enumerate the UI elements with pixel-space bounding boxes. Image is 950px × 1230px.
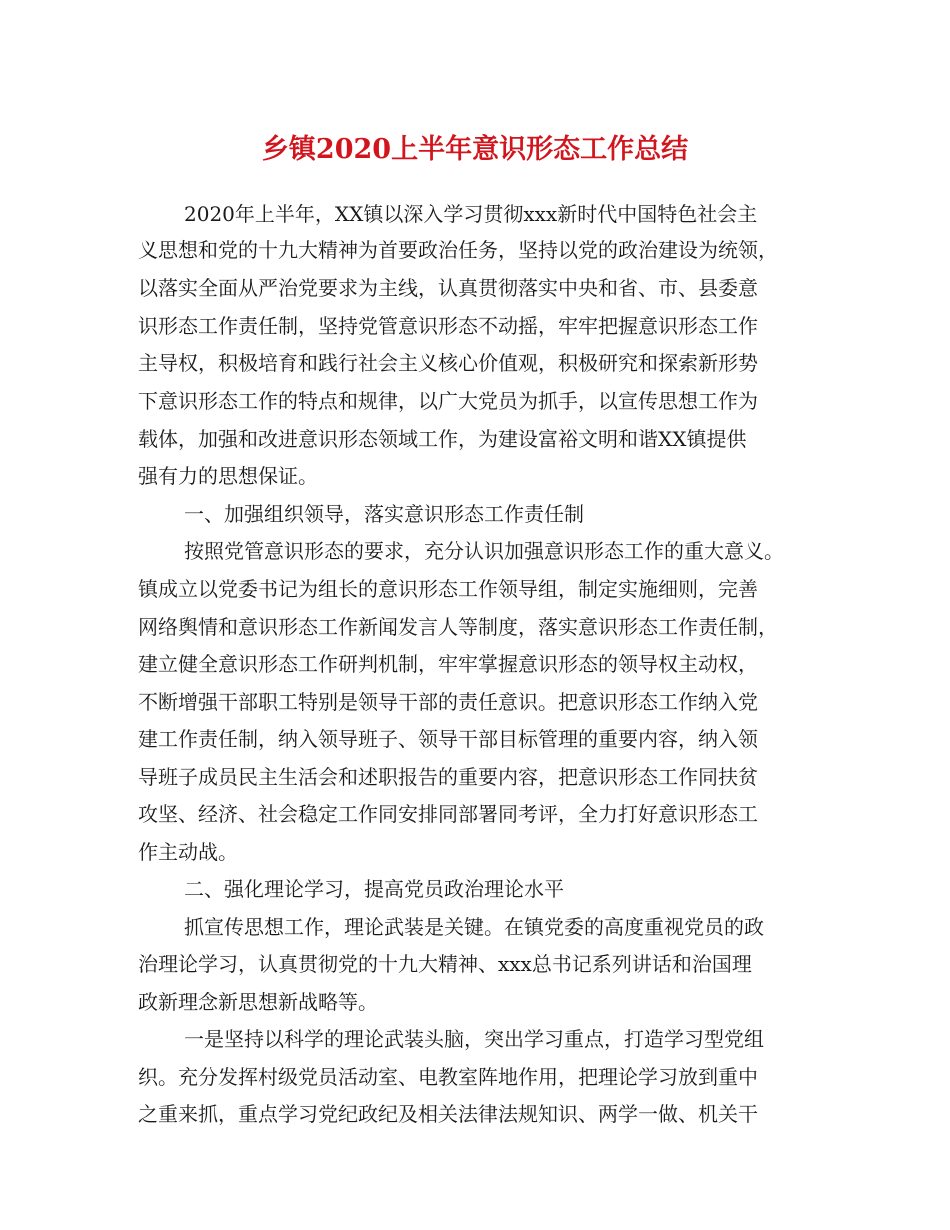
body-line: 网络舆情和意识形态工作新闻发言人等制度，落实意识形态工作责任制， [138, 615, 778, 639]
body-line: 之重来抓，重点学习党纪政纪及相关法律法规知识、两学一做、机关干 [138, 1102, 758, 1126]
body-line: 建立健全意识形态工作研判机制，牢牢掌握意识形态的领导权主动权， [138, 652, 758, 676]
body-line: 不断增强干部职工特别是领导干部的责任意识。把意识形态工作纳入党 [138, 690, 758, 714]
body-line: 强有力的思想保证。 [138, 464, 318, 488]
body-line: 镇成立以党委书记为组长的意识形态工作领导组，制定实施细则，完善 [138, 577, 758, 601]
section-heading: 一、加强组织领导，落实意识形态工作责任制 [184, 502, 584, 526]
body-line: 按照党管意识形态的要求，充分认识加强意识形态工作的重大意义。 [184, 539, 784, 563]
body-line: 以落实全面从严治党要求为主线，认真贯彻落实中央和省、市、县委意 [138, 276, 758, 300]
body-line: 主导权，积极培育和践行社会主义核心价值观，积极研究和探索新形势 [138, 351, 758, 375]
body-line: 一是坚持以科学的理论武装头脑，突出学习重点，打造学习型党组 [184, 1027, 764, 1051]
body-line: 识形态工作责任制，坚持党管意识形态不动摇，牢牢把握意识形态工作 [138, 314, 758, 338]
body-line: 织。充分发挥村级党员活动室、电教室阵地作用，把理论学习放到重中 [138, 1065, 758, 1089]
document-title: 乡镇2020上半年意识形态工作总结 [261, 134, 689, 165]
body-line: 抓宣传思想工作，理论武装是关键。在镇党委的高度重视党员的政 [184, 915, 764, 939]
body-line: 下意识形态工作的特点和规律，以广大党员为抓手，以宣传思想工作为 [138, 389, 758, 413]
body-line: 导班子成员民主生活会和述职报告的重要内容，把意识形态工作同扶贫 [138, 765, 758, 789]
body-line: 政新理念新思想新战略等。 [138, 990, 378, 1014]
body-line: 作主动战。 [138, 840, 238, 864]
body-line: 攻坚、经济、社会稳定工作同安排同部署同考评，全力打好意识形态工 [138, 802, 758, 826]
body-line: 建工作责任制，纳入领导班子、领导干部目标管理的重要内容，纳入领 [138, 727, 758, 751]
body-line: 2020年上半年，XX镇以深入学习贯彻xxx新时代中国特色社会主 [184, 202, 758, 226]
body-line: 义思想和党的十九大精神为首要政治任务，坚持以党的政治建设为统领， [138, 238, 778, 262]
section-heading: 二、强化理论学习，提高党员政治理论水平 [184, 877, 564, 901]
body-line: 载体，加强和改进意识形态领域工作，为建设富裕文明和谐XX镇提供 [138, 427, 747, 451]
body-line: 治理论学习，认真贯彻党的十九大精神、xxx总书记系列讲话和治国理 [138, 952, 752, 976]
